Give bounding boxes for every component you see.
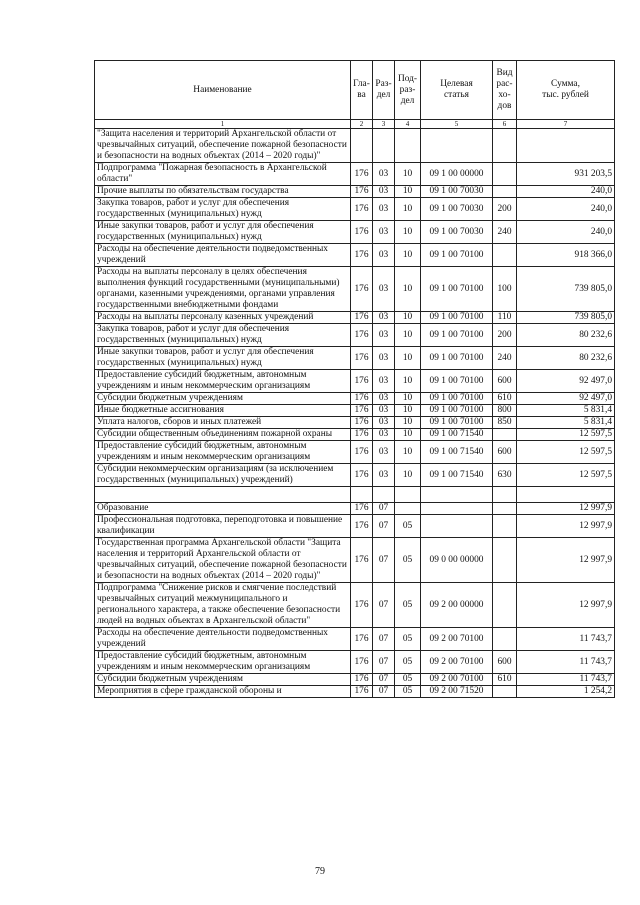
cell-target: 09 1 00 70100	[421, 417, 493, 429]
cell-expense-type	[493, 429, 517, 441]
cell-chapter: 176	[351, 198, 373, 221]
cell-amount: 240,0	[517, 198, 615, 221]
table-row	[95, 583, 615, 628]
table-row	[95, 370, 615, 393]
cell-subsection: 10	[395, 244, 421, 267]
cell-expense-type	[493, 487, 517, 503]
cell-name: Предоставление субсидий бюджетным, автономным учреждениям и иным некоммерческим организациям	[95, 370, 351, 393]
cell-subsection: 10	[395, 441, 421, 464]
col-number: 5	[421, 120, 493, 129]
cell-section: 07	[373, 503, 395, 515]
cell-chapter: 176	[351, 515, 373, 538]
table-row	[95, 464, 615, 487]
cell-chapter: 176	[351, 417, 373, 429]
cell-target: 09 0 00 00000	[421, 538, 493, 583]
cell-target: 09 1 00 70100	[421, 393, 493, 405]
cell-target: 09 1 00 70100	[421, 347, 493, 370]
cell-name: Субсидии бюджетным учреждениям	[95, 393, 351, 405]
cell-section: 03	[373, 221, 395, 244]
cell-chapter: 176	[351, 347, 373, 370]
cell-name: Государственная программа Архангельской области "Защита населения и территорий Архангельской области от чрезвычайных ситуаций, обеспечение пожарной безопасности и безопасности на водных объектах (2014 – 2020 годы)"	[95, 538, 351, 583]
cell-name: Иные закупки товаров, работ и услуг для обеспечения государственных (муниципальных) нужд	[95, 221, 351, 244]
cell-name: "Защита населения и территорий Архангельской области от чрезвычайных ситуаций, обеспечение пожарной безопасности и безопасности на водных объектах (2014 – 2020 годы)"	[95, 129, 351, 163]
table-row	[95, 405, 615, 417]
cell-target: 09 1 00 70100	[421, 405, 493, 417]
cell-section: 03	[373, 393, 395, 405]
cell-section: 03	[373, 244, 395, 267]
cell-chapter: 176	[351, 441, 373, 464]
cell-amount: 11 743,7	[517, 674, 615, 686]
cell-name: Профессиональная подготовка, переподготовка и повышение квалификации	[95, 515, 351, 538]
cell-subsection: 05	[395, 686, 421, 698]
cell-subsection: 05	[395, 583, 421, 628]
cell-expense-type: 200	[493, 324, 517, 347]
cell-section: 03	[373, 324, 395, 347]
cell-expense-type: 240	[493, 347, 517, 370]
cell-target: 09 1 00 70100	[421, 244, 493, 267]
cell-chapter	[351, 487, 373, 503]
cell-amount: 12 597,5	[517, 441, 615, 464]
cell-amount: 92 497,0	[517, 393, 615, 405]
cell-name: Субсидии бюджетным учреждениям	[95, 674, 351, 686]
cell-expense-type: 610	[493, 674, 517, 686]
cell-chapter: 176	[351, 429, 373, 441]
cell-subsection: 05	[395, 515, 421, 538]
cell-target: 09 1 00 70100	[421, 267, 493, 312]
cell-subsection: 10	[395, 163, 421, 186]
cell-target: 09 2 00 70100	[421, 674, 493, 686]
col-number: 2	[351, 120, 373, 129]
cell-name: Подпрограмма "Снижение рисков и смягчение последствий чрезвычайных ситуаций межмуниципального и регионального характера, а также обеспечение безопасности людей на водных объектах в Архангельской области"	[95, 583, 351, 628]
cell-chapter: 176	[351, 405, 373, 417]
cell-target: 09 1 00 70100	[421, 370, 493, 393]
cell-expense-type	[493, 686, 517, 698]
cell-target: 09 1 00 70030	[421, 198, 493, 221]
cell-amount: 918 366,0	[517, 244, 615, 267]
cell-target: 09 2 00 70100	[421, 651, 493, 674]
cell-name: Субсидии общественным объединениям пожарной охраны	[95, 429, 351, 441]
cell-name: Предоставление субсидий бюджетным, автономным учреждениям и иным некоммерческим организациям	[95, 441, 351, 464]
cell-amount: 12 997,9	[517, 503, 615, 515]
table-row	[95, 538, 615, 583]
table-row	[95, 393, 615, 405]
cell-target: 09 1 00 71540	[421, 441, 493, 464]
cell-amount: 92 497,0	[517, 370, 615, 393]
cell-subsection: 10	[395, 221, 421, 244]
cell-expense-type	[493, 583, 517, 628]
col-header-target: Целевая статья	[421, 61, 493, 120]
page-number: 79	[315, 866, 325, 877]
cell-subsection: 10	[395, 186, 421, 198]
cell-expense-type: 630	[493, 464, 517, 487]
cell-subsection: 10	[395, 405, 421, 417]
cell-expense-type: 100	[493, 267, 517, 312]
cell-section: 03	[373, 405, 395, 417]
cell-amount	[517, 487, 615, 503]
cell-name: Уплата налогов, сборов и иных платежей	[95, 417, 351, 429]
cell-amount: 11 743,7	[517, 628, 615, 651]
table-row	[95, 503, 615, 515]
cell-target	[421, 515, 493, 538]
table-row	[95, 186, 615, 198]
cell-subsection: 05	[395, 674, 421, 686]
cell-amount: 12 997,9	[517, 538, 615, 583]
cell-expense-type: 600	[493, 651, 517, 674]
cell-expense-type: 850	[493, 417, 517, 429]
cell-section: 03	[373, 267, 395, 312]
cell-subsection: 05	[395, 651, 421, 674]
budget-sheet	[94, 60, 614, 698]
cell-amount: 12 997,9	[517, 515, 615, 538]
table-row	[95, 244, 615, 267]
cell-expense-type	[493, 628, 517, 651]
cell-amount: 240,0	[517, 186, 615, 198]
cell-name: Закупка товаров, работ и услуг для обеспечения государственных (муниципальных) нужд	[95, 198, 351, 221]
cell-section: 07	[373, 538, 395, 583]
cell-chapter: 176	[351, 324, 373, 347]
cell-expense-type: 610	[493, 393, 517, 405]
cell-subsection: 10	[395, 347, 421, 370]
table-row	[95, 198, 615, 221]
cell-section: 03	[373, 417, 395, 429]
cell-expense-type	[493, 186, 517, 198]
col-number: 3	[373, 120, 395, 129]
cell-target: 09 2 00 70100	[421, 628, 493, 651]
cell-chapter: 176	[351, 628, 373, 651]
cell-target: 09 1 00 70030	[421, 221, 493, 244]
cell-amount: 240,0	[517, 221, 615, 244]
table-row	[95, 441, 615, 464]
cell-name: Расходы на обеспечение деятельности подведомственных учреждений	[95, 628, 351, 651]
cell-subsection: 10	[395, 324, 421, 347]
column-number-row	[95, 120, 615, 129]
cell-section: 03	[373, 198, 395, 221]
table-row	[95, 324, 615, 347]
cell-amount: 12 997,9	[517, 583, 615, 628]
table-row	[95, 312, 615, 324]
cell-section: 07	[373, 686, 395, 698]
cell-expense-type	[493, 244, 517, 267]
cell-target: 09 1 00 71540	[421, 464, 493, 487]
cell-expense-type: 200	[493, 198, 517, 221]
cell-target: 09 1 00 70100	[421, 324, 493, 347]
cell-chapter: 176	[351, 464, 373, 487]
cell-amount: 12 597,5	[517, 429, 615, 441]
table-row	[95, 129, 615, 163]
cell-chapter: 176	[351, 538, 373, 583]
col-header-amount: Сумма, тыс. рублей	[517, 61, 615, 120]
cell-amount: 11 743,7	[517, 651, 615, 674]
cell-section: 03	[373, 441, 395, 464]
cell-expense-type	[493, 515, 517, 538]
cell-expense-type: 600	[493, 441, 517, 464]
cell-name: Субсидии некоммерческим организациям (за исключением государственных (муниципальных) учреждений)	[95, 464, 351, 487]
cell-amount: 12 597,5	[517, 464, 615, 487]
cell-name: Мероприятия в сфере гражданской обороны и	[95, 686, 351, 698]
cell-section: 03	[373, 429, 395, 441]
table-row	[95, 267, 615, 312]
cell-subsection: 05	[395, 628, 421, 651]
cell-subsection: 10	[395, 393, 421, 405]
cell-name: Расходы на выплаты персоналу казенных учреждений	[95, 312, 351, 324]
col-number: 7	[517, 120, 615, 129]
cell-subsection: 10	[395, 429, 421, 441]
cell-chapter	[351, 129, 373, 163]
cell-amount: 80 232,6	[517, 347, 615, 370]
cell-target	[421, 129, 493, 163]
table-row	[95, 487, 615, 503]
cell-name: Иные бюджетные ассигнования	[95, 405, 351, 417]
cell-section: 03	[373, 347, 395, 370]
cell-target: 09 1 00 70030	[421, 186, 493, 198]
table-row	[95, 515, 615, 538]
col-number: 1	[95, 120, 351, 129]
cell-name: Образование	[95, 503, 351, 515]
cell-section: 07	[373, 674, 395, 686]
cell-section: 07	[373, 515, 395, 538]
cell-expense-type: 110	[493, 312, 517, 324]
cell-expense-type: 240	[493, 221, 517, 244]
col-header-name: Наименование	[95, 61, 351, 120]
table-row	[95, 221, 615, 244]
cell-section: 07	[373, 583, 395, 628]
cell-subsection: 10	[395, 417, 421, 429]
cell-name: Подпрограмма "Пожарная безопасность в Архангельской области"	[95, 163, 351, 186]
col-header-chapter: Гла- ва	[351, 61, 373, 120]
cell-name: Иные закупки товаров, работ и услуг для обеспечения государственных (муниципальных) нужд	[95, 347, 351, 370]
table-row	[95, 628, 615, 651]
cell-amount: 739 805,0	[517, 312, 615, 324]
cell-chapter: 176	[351, 221, 373, 244]
cell-chapter: 176	[351, 267, 373, 312]
table-header-row	[95, 61, 615, 120]
cell-target: 09 1 00 70100	[421, 312, 493, 324]
cell-chapter: 176	[351, 312, 373, 324]
cell-name: Прочие выплаты по обязательствам государства	[95, 186, 351, 198]
cell-expense-type	[493, 163, 517, 186]
cell-amount: 5 831,4	[517, 417, 615, 429]
cell-amount	[517, 129, 615, 163]
cell-name: Предоставление субсидий бюджетным, автономным учреждениям и иным некоммерческим организациям	[95, 651, 351, 674]
cell-subsection	[395, 487, 421, 503]
cell-subsection	[395, 129, 421, 163]
cell-section: 03	[373, 464, 395, 487]
cell-subsection: 10	[395, 312, 421, 324]
cell-expense-type: 800	[493, 405, 517, 417]
cell-target	[421, 487, 493, 503]
cell-expense-type	[493, 503, 517, 515]
table-row	[95, 417, 615, 429]
cell-chapter: 176	[351, 186, 373, 198]
table-row	[95, 347, 615, 370]
cell-chapter: 176	[351, 370, 373, 393]
cell-subsection	[395, 503, 421, 515]
cell-chapter: 176	[351, 503, 373, 515]
cell-amount: 1 254,2	[517, 686, 615, 698]
cell-expense-type: 600	[493, 370, 517, 393]
cell-subsection: 05	[395, 538, 421, 583]
cell-target: 09 2 00 00000	[421, 583, 493, 628]
cell-section: 03	[373, 370, 395, 393]
cell-section: 03	[373, 163, 395, 186]
cell-section	[373, 129, 395, 163]
cell-name: Закупка товаров, работ и услуг для обеспечения государственных (муниципальных) нужд	[95, 324, 351, 347]
cell-target: 09 1 00 00000	[421, 163, 493, 186]
cell-expense-type	[493, 538, 517, 583]
cell-chapter: 176	[351, 651, 373, 674]
cell-amount: 80 232,6	[517, 324, 615, 347]
cell-chapter: 176	[351, 583, 373, 628]
cell-section: 07	[373, 651, 395, 674]
col-header-expense-type: Вид рас- хо- дов	[493, 61, 517, 120]
cell-chapter: 176	[351, 163, 373, 186]
cell-amount: 739 805,0	[517, 267, 615, 312]
col-number: 6	[493, 120, 517, 129]
cell-name	[95, 487, 351, 503]
cell-amount: 5 831,4	[517, 405, 615, 417]
cell-target: 09 1 00 71540	[421, 429, 493, 441]
cell-subsection: 10	[395, 198, 421, 221]
table-row	[95, 651, 615, 674]
col-header-subsection: Под- раз- дел	[395, 61, 421, 120]
cell-chapter: 176	[351, 686, 373, 698]
table-row	[95, 686, 615, 698]
cell-target	[421, 503, 493, 515]
cell-name: Расходы на обеспечение деятельности подведомственных учреждений	[95, 244, 351, 267]
cell-section	[373, 487, 395, 503]
budget-table	[94, 60, 615, 698]
cell-name: Расходы на выплаты персоналу в целях обеспечения выполнения функций государственными (муниципальными) органами, казенными учреждениями, органами управления государственными внебюджетными фондами	[95, 267, 351, 312]
table-row	[95, 429, 615, 441]
table-row	[95, 163, 615, 186]
cell-subsection: 10	[395, 464, 421, 487]
cell-subsection: 10	[395, 370, 421, 393]
cell-subsection: 10	[395, 267, 421, 312]
cell-chapter: 176	[351, 674, 373, 686]
cell-target: 09 2 00 71520	[421, 686, 493, 698]
cell-section: 03	[373, 186, 395, 198]
col-number: 4	[395, 120, 421, 129]
table-body	[95, 129, 615, 698]
cell-section: 03	[373, 312, 395, 324]
cell-section: 07	[373, 628, 395, 651]
cell-amount: 931 203,5	[517, 163, 615, 186]
cell-expense-type	[493, 129, 517, 163]
table-row	[95, 674, 615, 686]
col-header-section: Раз- дел	[373, 61, 395, 120]
cell-chapter: 176	[351, 393, 373, 405]
cell-chapter: 176	[351, 244, 373, 267]
